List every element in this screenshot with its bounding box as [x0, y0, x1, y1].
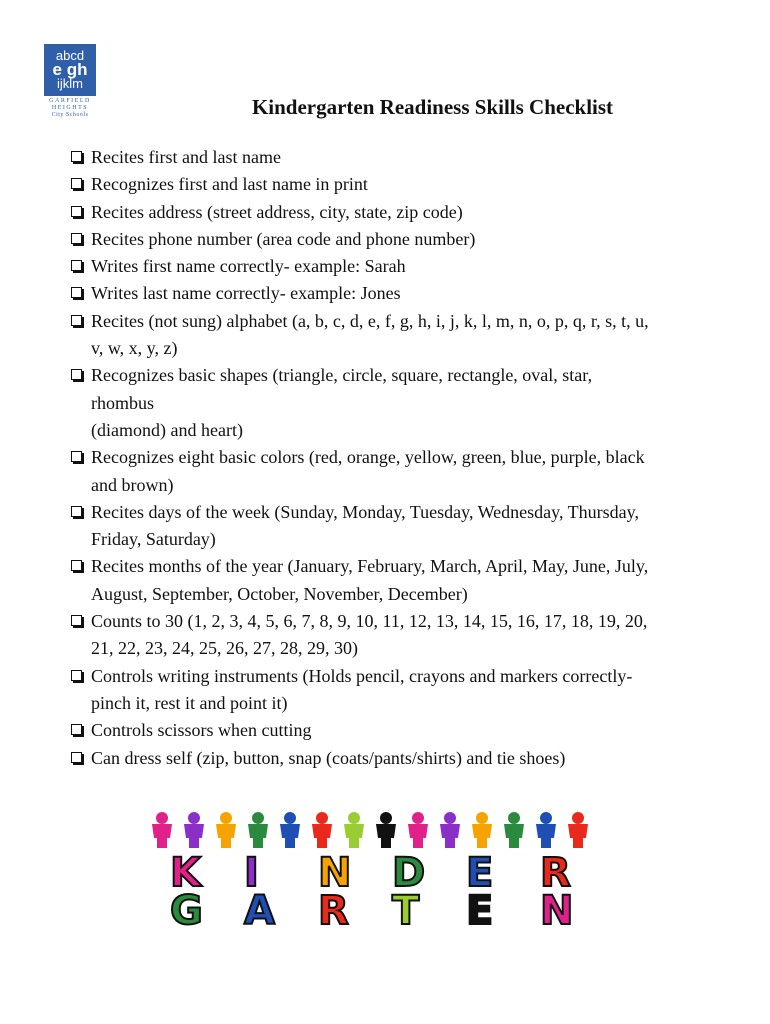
title-text: Kindergarten Readiness Skills Checklist	[251, 95, 614, 119]
checklist-item-continuation: August, September, October, November, December)	[91, 583, 468, 604]
checklist-item-text: Recites first and last name	[91, 147, 281, 167]
logo-org-line2: HEIGHTS	[51, 105, 89, 111]
banner-letter: I	[244, 850, 259, 896]
checkbox-icon[interactable]	[71, 260, 82, 271]
checkbox-icon[interactable]	[71, 506, 82, 517]
kid-figure-icon	[440, 812, 460, 848]
skills-checklist	[70, 144, 730, 772]
checklist-item-text: Can dress self (zip, button, snap (coats/pants/shirts) and tie shoes)	[91, 747, 566, 768]
checklist-item	[70, 226, 730, 253]
kid-figure-icon	[152, 812, 172, 848]
checklist-item	[70, 745, 730, 772]
checklist-item-continuation: Friday, Saturday)	[91, 529, 216, 550]
banner-letter: E	[466, 888, 494, 928]
checkbox-icon[interactable]	[71, 451, 82, 462]
checklist-item	[70, 280, 730, 307]
checklist-item	[70, 717, 730, 744]
checkbox-icon[interactable]	[71, 315, 82, 326]
checklist-item-text: Recognizes basic shapes (triangle, circle, square, rectangle, oval, star,	[91, 365, 593, 386]
checklist-item-continuation: v, w, x, y, z)	[91, 338, 178, 359]
checklist-item	[70, 253, 730, 280]
checklist-item-text: Recites phone number (area code and phone number)	[91, 228, 476, 249]
checklist-item	[70, 362, 730, 444]
logo-letters-1: abcd	[55, 48, 85, 63]
banner-letter: G	[170, 888, 203, 928]
checklist-item-text: Writes last name correctly- example: Jones	[91, 283, 401, 304]
checklist-item-text: Recognizes first and last name in print	[91, 174, 368, 195]
checklist-item	[70, 553, 730, 608]
kid-figure-icon	[312, 812, 332, 848]
checklist-item	[70, 144, 730, 171]
checklist-item-continuation: 21, 22, 23, 24, 25, 26, 27, 28, 29, 30)	[91, 638, 358, 659]
kid-figure-icon	[568, 812, 588, 848]
checkbox-icon[interactable]	[71, 615, 82, 626]
checkbox-icon[interactable]	[71, 752, 82, 763]
checkbox-icon[interactable]	[71, 369, 82, 380]
checklist-item-text: Writes first name correctly- example: Sarah	[91, 256, 406, 277]
logo-letters-2: e gh	[52, 60, 88, 79]
checklist-item-text: Recites (not sung) alphabet (a, b, c, d, e, f, g, h, i, j, k, l, m, n, o, p, q, r, s, t, u,	[91, 310, 649, 331]
checklist-item-continuation: (diamond) and heart)	[91, 419, 243, 440]
checklist-item-continuation: pinch it, rest it and point it)	[91, 692, 288, 713]
checklist-item	[70, 308, 730, 363]
kid-figure-icon	[504, 812, 524, 848]
checklist-item-text: Recites address (street address, city, state, zip code)	[91, 201, 463, 222]
banner-letter: A	[244, 888, 275, 928]
checklist-item	[70, 663, 730, 718]
checklist-item-text: Recognizes eight basic colors (red, orange, yellow, green, blue, purple, black	[91, 447, 645, 468]
checklist-item-continuation: and brown)	[91, 474, 174, 495]
checkbox-icon[interactable]	[71, 178, 82, 189]
kid-figure-icon	[344, 812, 364, 848]
page-title	[0, 95, 705, 120]
logo-org-line1: GARFIELD	[49, 98, 91, 104]
checkbox-icon[interactable]	[71, 233, 82, 244]
checklist-item	[70, 499, 730, 554]
checklist-item	[70, 444, 730, 499]
checklist-item-text: Counts to 30 (1, 2, 3, 4, 5, 6, 7, 8, 9, 10, 11, 12, 13, 14, 15, 16, 17, 18, 19, 20,	[91, 611, 648, 632]
checklist-item	[70, 608, 730, 663]
kid-figure-icon	[216, 812, 236, 848]
kid-figure-icon	[280, 812, 300, 848]
checklist-item-text: Controls writing instruments (Holds pencil, crayons and markers correctly-	[91, 665, 633, 686]
banner-letter: R	[540, 850, 571, 896]
banner-letter: R	[318, 888, 349, 928]
kid-figure-icon	[248, 812, 268, 848]
kid-figure-icon	[184, 812, 204, 848]
checkbox-icon[interactable]	[71, 287, 82, 298]
checkbox-icon[interactable]	[71, 151, 82, 162]
banner-letter: K	[170, 850, 201, 896]
checkbox-icon[interactable]	[71, 670, 82, 681]
logo-mark	[44, 44, 96, 96]
checkbox-icon[interactable]	[71, 724, 82, 735]
checklist-item	[70, 199, 730, 226]
kindergarten-banner	[150, 808, 620, 928]
banner-letter: D	[392, 850, 426, 896]
banner-letter: E	[466, 850, 494, 896]
checklist-item-continuation: rhombus	[91, 392, 154, 413]
kid-figure-icon	[376, 812, 396, 848]
checklist-item-text: Recites months of the year (January, February, March, April, May, June, July,	[91, 556, 649, 577]
checklist-item-text: Controls scissors when cutting	[91, 720, 312, 741]
kid-figure-icon	[472, 812, 492, 848]
logo-org-line3: City Schools	[51, 112, 89, 118]
checklist-item	[70, 171, 730, 198]
banner-letter: N	[318, 850, 352, 896]
kid-figure-icon	[408, 812, 428, 848]
checklist-item-text: Recites days of the week (Sunday, Monday, Tuesday, Wednesday, Thursday,	[91, 501, 639, 522]
banner-letter: T	[392, 888, 420, 928]
checkbox-icon[interactable]	[71, 560, 82, 571]
banner-letter: N	[540, 888, 574, 928]
logo-letters-3: ijklm	[57, 76, 83, 91]
kid-figure-icon	[536, 812, 556, 848]
checkbox-icon[interactable]	[71, 206, 82, 217]
